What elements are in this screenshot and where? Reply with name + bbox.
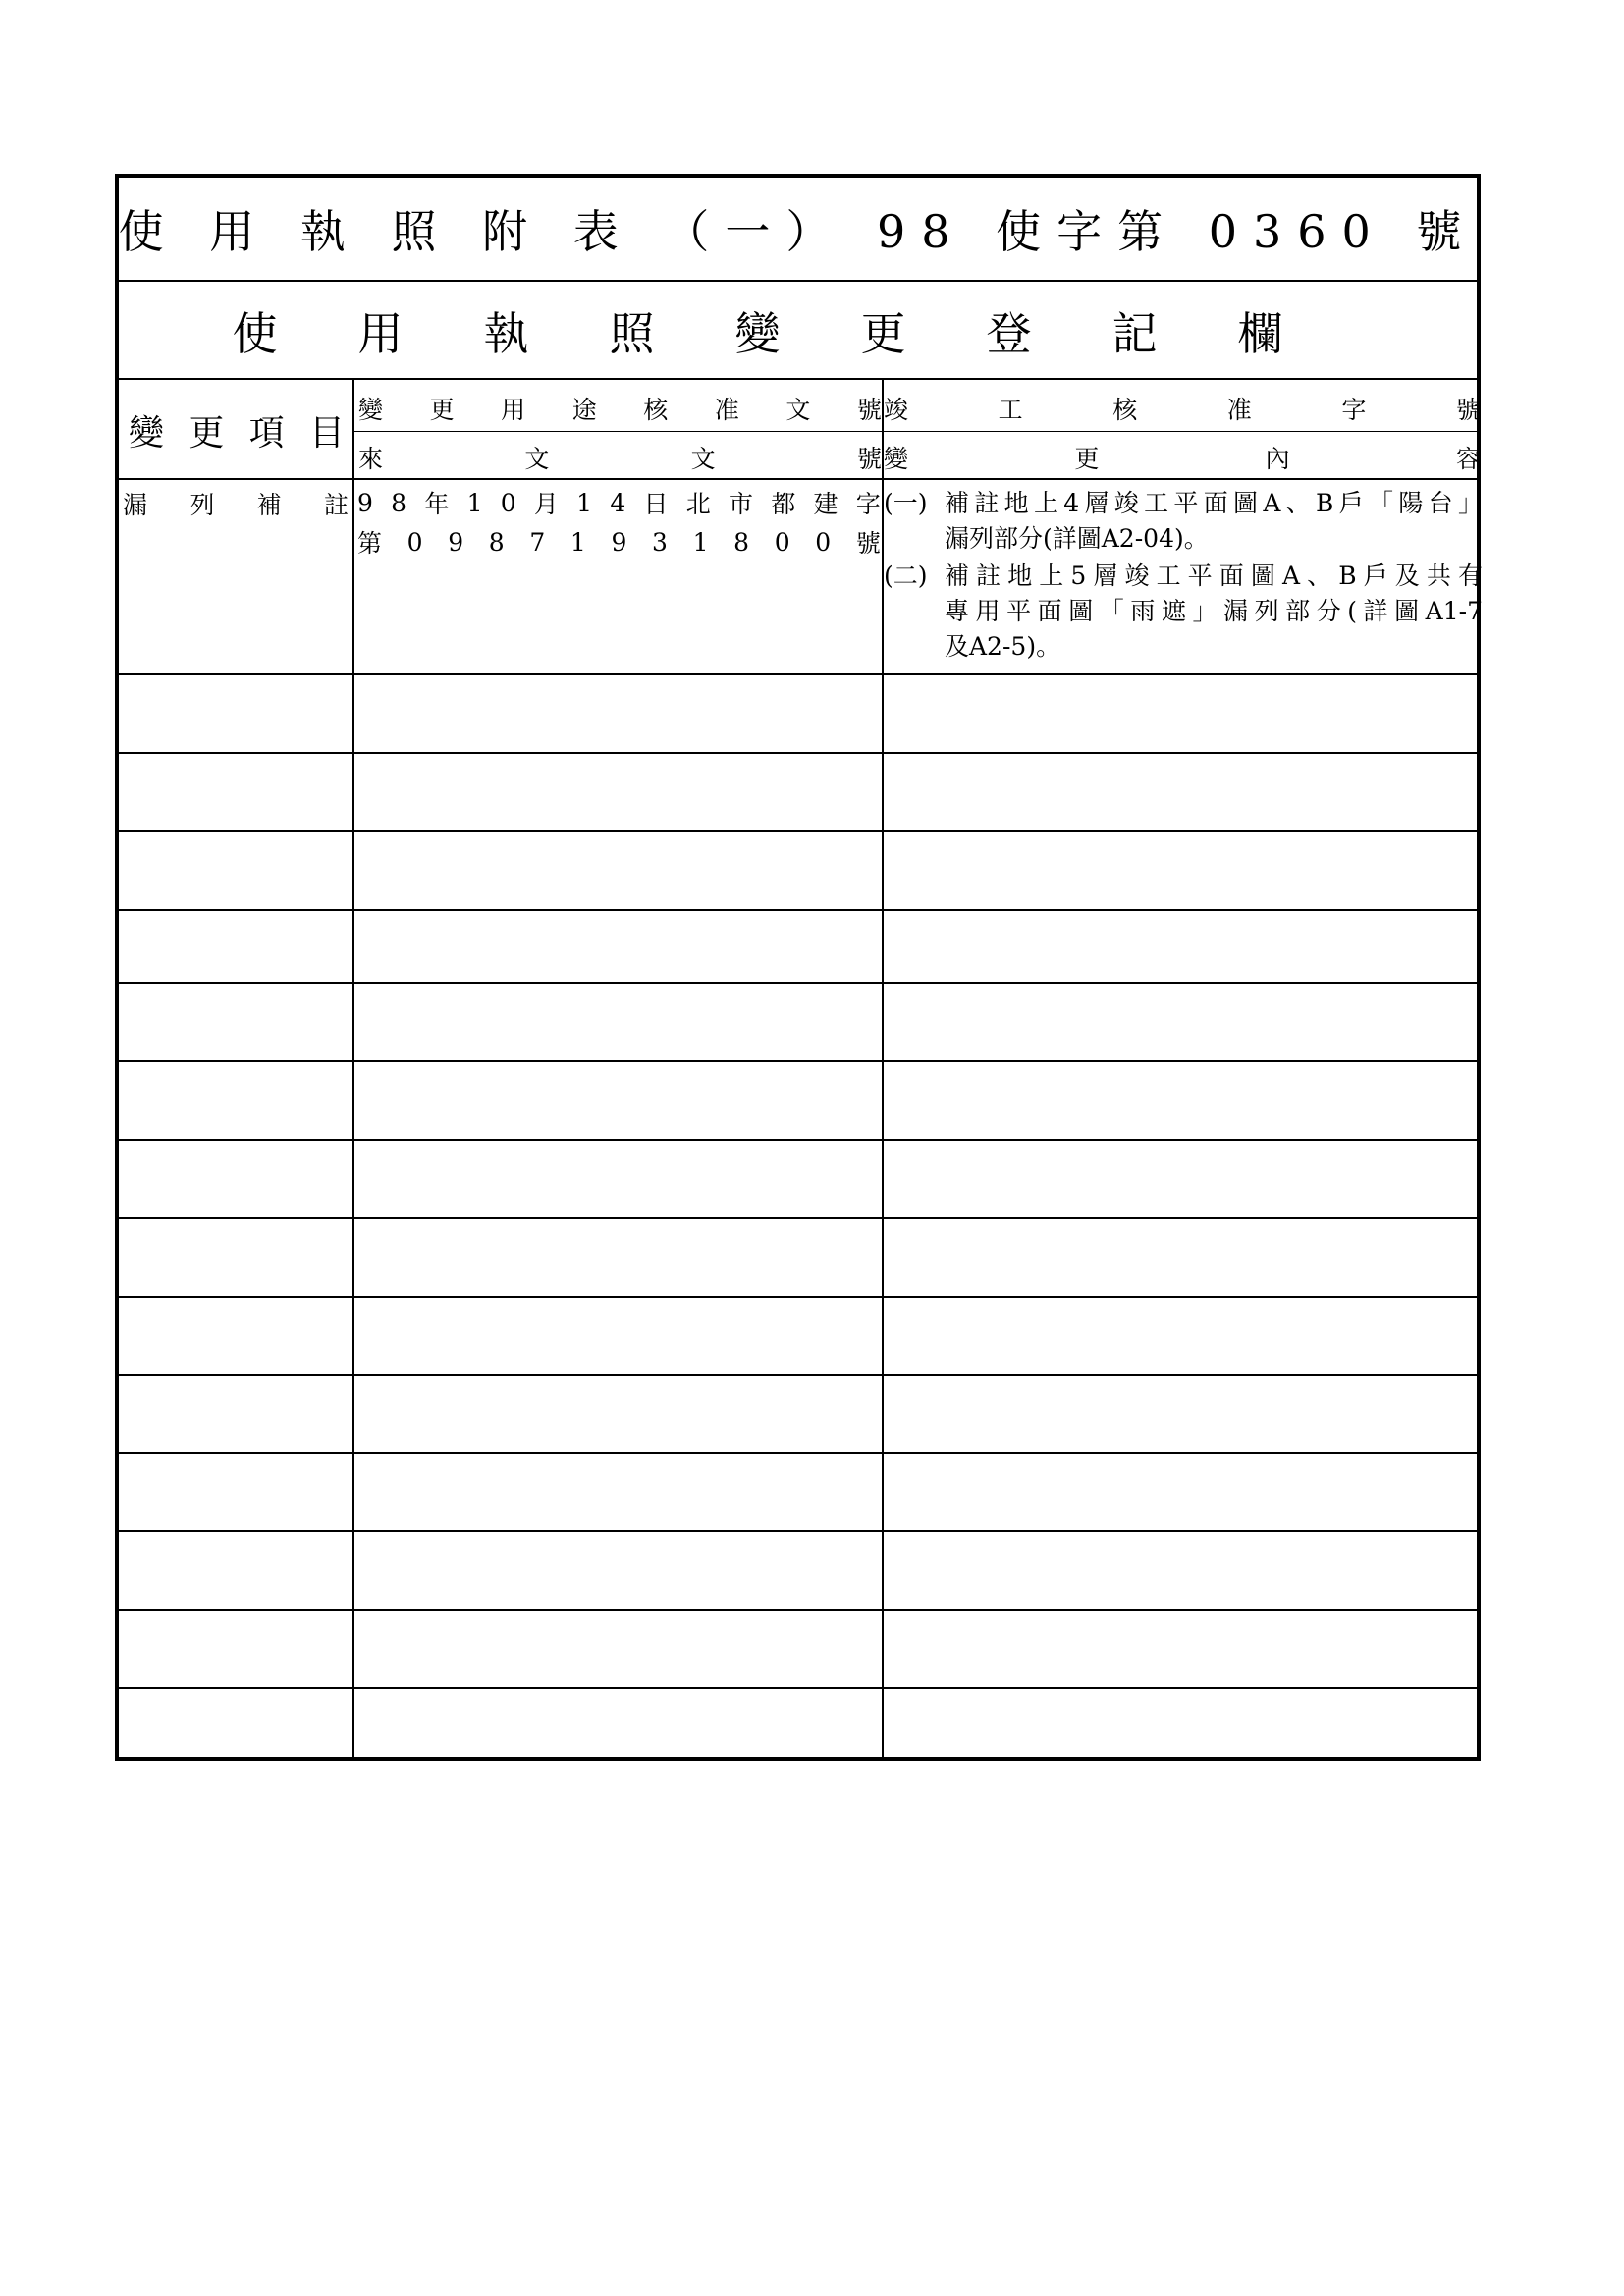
row-doc-number-line1: 9 8 年 1 0 月 1 4 日 北 市 都 建 字	[357, 488, 881, 518]
header-incoming-doc-no: 來 文 文 號	[358, 445, 882, 473]
column-divider	[352, 380, 354, 1757]
header-use-approval-no: 變 更 用 途 核 准 文 號	[358, 396, 882, 424]
change-registration-form	[115, 174, 1481, 1761]
divider	[119, 378, 1477, 380]
divider	[119, 830, 1477, 832]
row-change-item: 漏 列 補 註	[123, 491, 349, 519]
divider	[119, 1296, 1477, 1298]
row-doc-number-line2: 第 0 9 8 7 1 9 3 1 8 0 0 號	[357, 527, 881, 558]
content-item-2-line: 及A2-5)。	[945, 632, 1061, 661]
form-title: 使 用 執 照 附 表 （一） 98 使字第 0360 號	[118, 205, 1478, 258]
divider	[119, 280, 1477, 282]
content-item-1-line: 補註地上4層竣工平面圖A、B戶「陽台」	[945, 489, 1483, 517]
content-item-1-marker: (一)	[884, 489, 928, 517]
divider	[119, 1060, 1477, 1062]
row-change-content	[884, 486, 1483, 665]
header-completion-no: 竣 工 核 准 字 號	[884, 396, 1481, 424]
header-change-content: 變 更 內 容	[884, 445, 1481, 473]
content-item-1-line: 漏列部分(詳圖A2-04)。	[945, 524, 1209, 553]
divider	[119, 752, 1477, 754]
divider	[119, 982, 1477, 984]
divider	[119, 1452, 1477, 1454]
content-item-2-marker: (二)	[884, 561, 928, 590]
divider	[119, 1609, 1477, 1611]
form-subtitle: 使用執照變更登記欄	[232, 307, 1364, 360]
divider	[119, 909, 1477, 911]
divider	[119, 1139, 1477, 1141]
divider	[119, 673, 1477, 675]
divider	[119, 1687, 1477, 1689]
divider	[119, 1530, 1477, 1532]
content-item-1	[884, 486, 1483, 557]
content-item-2-line: 專用平面圖「雨遮」漏列部分(詳圖A1-7	[945, 597, 1483, 625]
header-change-item: 變 更 項 目	[129, 412, 345, 454]
content-item-2	[884, 559, 1483, 665]
content-item-2-line: 補註地上5層竣工平面圖A、B戶及共有	[945, 561, 1483, 590]
divider	[119, 1374, 1477, 1376]
divider	[119, 1217, 1477, 1219]
